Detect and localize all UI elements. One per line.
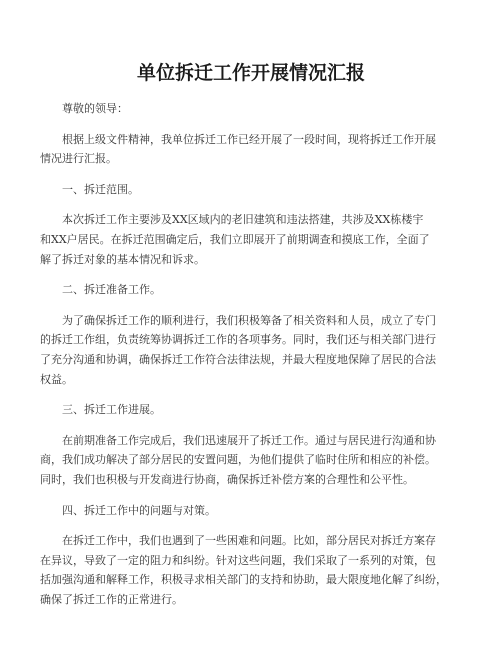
paragraph-line: 为了确保拆迁工作的顺利进行，我们积极筹备了相关资料和人员，成立了专门 (62, 313, 436, 327)
paragraph-line: 同时，我们也积极与开发商进行协商，确保拆迁补偿方案的合理性和公平性。 (40, 472, 414, 486)
paragraph-line: 括加强沟通和解释工作，积极寻求相关部门的支持和协助，最大限度地化解了纠纷， (40, 573, 447, 587)
paragraph-line: 一、拆迁范围。 (62, 182, 139, 196)
paragraph-line: 确保了拆迁工作的正常进行。 (40, 592, 183, 606)
paragraph-line: 尊敬的领导： (62, 102, 128, 115)
paragraph-line: 解了拆迁对象的基本情况和诉求。 (40, 252, 205, 266)
paragraph-line: 的拆迁工作组，负责统筹协调拆迁工作的各项事务。同时，我们还与相关部门进行 (40, 333, 436, 347)
paragraph-line: 商，我们成功解决了部分居民的安置问题，为他们提供了临时住所和相应的补偿。 (40, 453, 436, 467)
document-body (40, 99, 470, 620)
document-title: 单位拆迁工作开展情况汇报 (136, 62, 365, 84)
paragraph-line: 了充分沟通和协调，确保拆迁工作符合法律法规，并最大程度地保障了居民的合法 (40, 352, 436, 366)
paragraph-line: 情况进行汇报。 (40, 152, 117, 166)
paragraph (40, 501, 470, 521)
paragraph-line: 根据上级文件精神，我单位拆迁工作已经开展了一段时间，现将拆迁工作开展 (62, 132, 436, 146)
paragraph-line: 权益。 (40, 372, 73, 386)
paragraph (40, 99, 470, 119)
paragraph (40, 431, 470, 490)
paragraph-line: 四、拆迁工作中的问题与对策。 (62, 503, 216, 517)
paragraph-line: 本次拆迁工作主要涉及XX区域内的老旧建筑和违法搭建，共涉及XX栋楼宇 (62, 213, 424, 227)
paragraph-line: 在异议，导致了一定的阻力和纠纷。针对这些问题，我们采取了一系列的对策，包 (40, 553, 436, 567)
paragraph-line: 在拆迁工作中，我们也遇到了一些困难和问题。比如，部分居民对拆迁方案存 (62, 534, 436, 548)
paragraph (40, 400, 470, 420)
paragraph (40, 130, 470, 169)
paragraph-line: 三、拆迁工作进展。 (62, 403, 161, 417)
paragraph-line: 二、拆迁准备工作。 (62, 283, 161, 297)
paragraph (40, 311, 470, 389)
paragraph (40, 531, 470, 609)
paragraph (40, 210, 470, 269)
paragraph-line: 在前期准备工作完成后，我们迅速展开了拆迁工作。通过与居民进行沟通和协 (62, 433, 436, 447)
paragraph (40, 280, 470, 300)
paragraph (40, 180, 470, 200)
paragraph-line: 和XX户居民。在拆迁范围确定后，我们立即展开了前期调查和摸底工作，全面了 (40, 232, 430, 246)
